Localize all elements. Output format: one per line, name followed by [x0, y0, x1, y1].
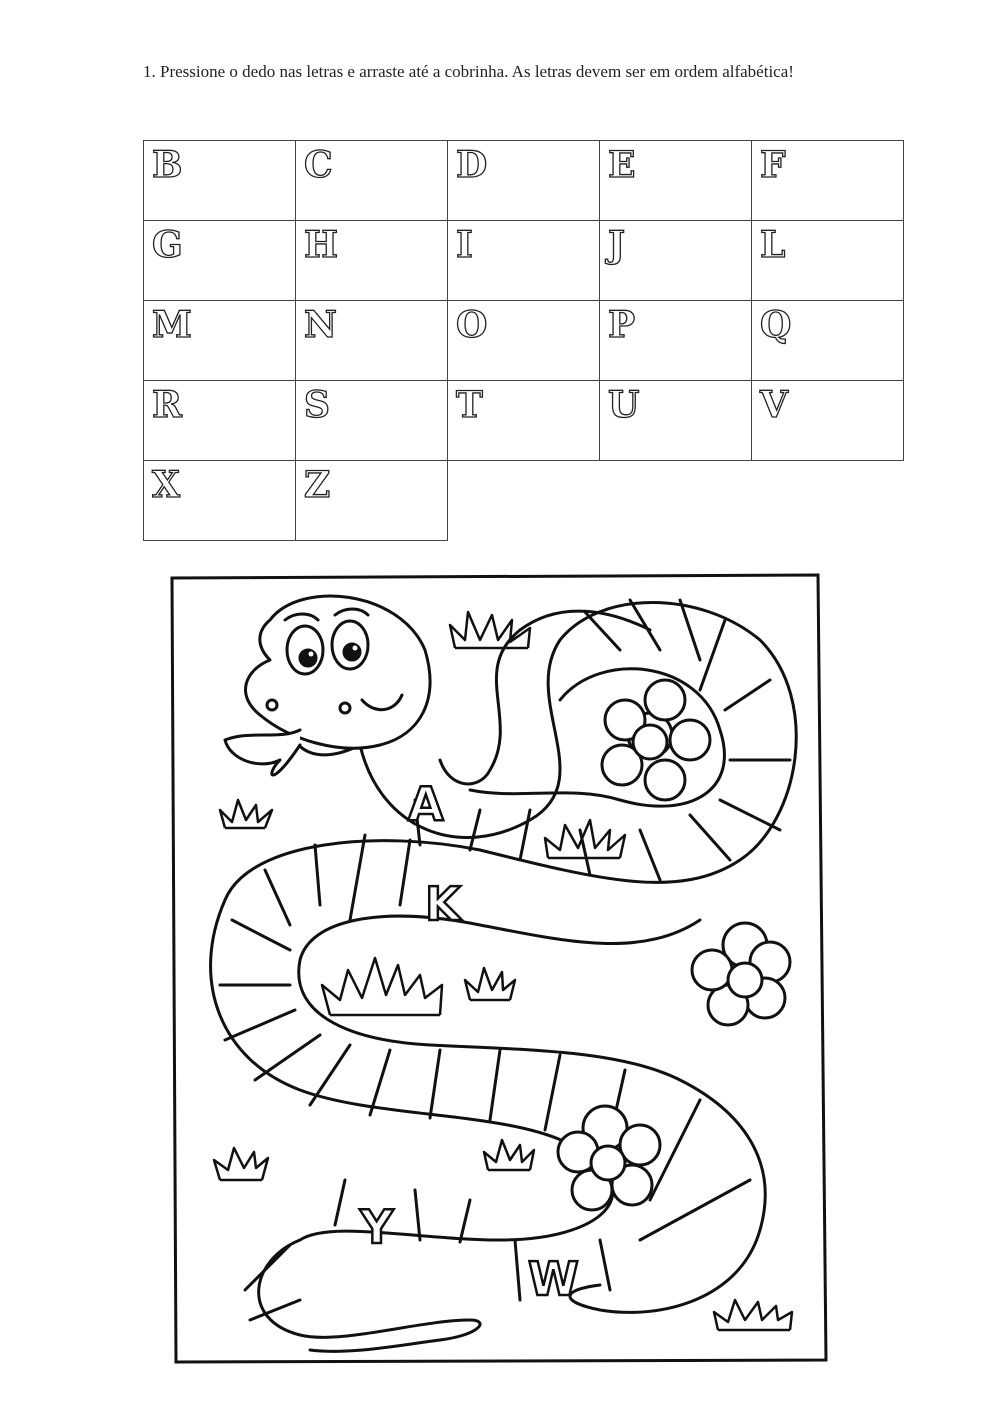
draggable-letter-e[interactable]: E [608, 144, 636, 186]
draggable-letter-p[interactable]: P [608, 304, 636, 346]
draggable-letter-r[interactable]: R [152, 384, 182, 426]
letter-cell [295, 140, 448, 221]
letter-cell [447, 380, 600, 461]
letter-cell [751, 380, 904, 461]
letter-cell [599, 300, 752, 381]
flower-icon [602, 680, 710, 800]
letter-cell [447, 220, 600, 301]
draggable-letter-g[interactable]: G [152, 224, 183, 266]
letter-cell [751, 140, 904, 221]
draggable-letter-b[interactable]: B [152, 144, 183, 186]
letter-cell [295, 220, 448, 301]
draggable-letter-j[interactable]: J [608, 224, 626, 266]
draggable-letter-f[interactable]: F [760, 144, 786, 186]
draggable-letter-h[interactable]: H [304, 224, 339, 266]
snake-letter-w: W [528, 1252, 579, 1306]
draggable-letter-q[interactable]: Q [760, 304, 792, 346]
board-frame [172, 575, 826, 1362]
letter-cell [599, 140, 752, 221]
draggable-letter-s[interactable]: S [304, 384, 330, 426]
snake-letter-y: Y [360, 1200, 394, 1254]
letter-cell [295, 300, 448, 381]
draggable-letter-i[interactable]: I [456, 224, 473, 266]
draggable-letter-z[interactable]: Z [304, 464, 331, 506]
letter-cell [295, 380, 448, 461]
snake-head [225, 596, 430, 775]
draggable-letter-v[interactable]: V [760, 384, 788, 426]
letter-cell [295, 460, 448, 541]
snake-letter-k: K [425, 877, 461, 931]
draggable-letter-d[interactable]: D [456, 144, 488, 186]
letter-cell [751, 300, 904, 381]
draggable-letter-x[interactable]: X [152, 464, 180, 506]
letter-cell [599, 220, 752, 301]
letter-cell [143, 380, 296, 461]
instruction-text: 1. Pressione o dedo nas letras e arraste até a cobrinha. As letras devem ser em ordem alfabética! [143, 62, 794, 81]
letter-cell [447, 140, 600, 221]
draggable-letter-n[interactable]: N [304, 304, 337, 346]
letter-cell [143, 460, 296, 541]
letter-bank-grid [143, 140, 905, 542]
draggable-letter-l[interactable]: L [760, 224, 786, 266]
draggable-letter-m[interactable]: M [152, 304, 192, 346]
letter-cell [599, 380, 752, 461]
snake-body [211, 600, 797, 1351]
flower-icon [692, 923, 790, 1025]
draggable-letter-u[interactable]: U [608, 384, 640, 426]
letter-cell [143, 220, 296, 301]
draggable-letter-t[interactable]: T [456, 384, 483, 426]
draggable-letter-c[interactable]: C [304, 144, 333, 186]
snake-letter-a: A [408, 777, 444, 831]
letter-cell [143, 300, 296, 381]
letter-cell [447, 300, 600, 381]
letter-cell [143, 140, 296, 221]
draggable-letter-o[interactable]: O [456, 304, 488, 346]
grass-icon [214, 612, 792, 1330]
letter-cell [751, 220, 904, 301]
flower-icon [558, 1106, 660, 1210]
